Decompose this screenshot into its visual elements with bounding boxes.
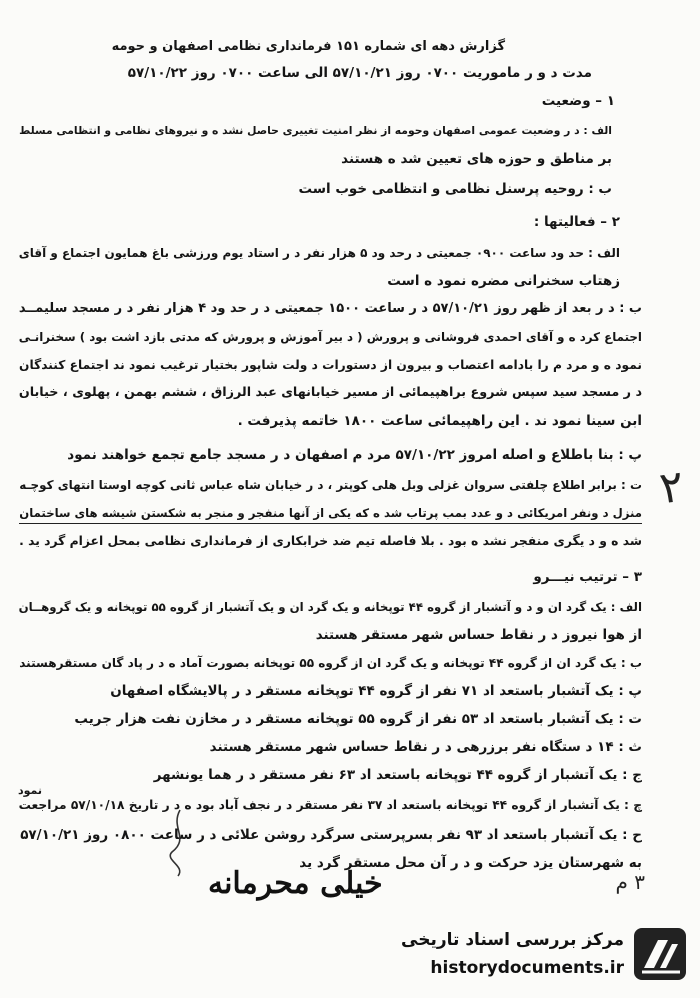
section-3-item-a-line-2: از هوا نیروز د ر نقاط حساس شهر مستقر هستند [315, 627, 642, 643]
section-2-item-b-line-5: ابن سینا نمود ند . این راهپیمائی ساعت ۱۸۰۰ خاتمه پذیرفت . [237, 413, 642, 429]
report-period: مدت د و ر ماموریت ۰۷۰۰ روز ۵۷/۱۰/۲۱ الی ساعت ۰۷۰۰ روز ۵۷/۱۰/۲۲ [127, 65, 592, 81]
section-2-item-c: پ : بنا باطلاع و اصله امروز ۵۷/۱۰/۲۲ مرد م اصفهان د ر مسجد جامع تجمع خواهند نمود [67, 447, 642, 463]
section-3-item-c: پ : یک آتشبار باستعد اد ۷۱ نفر از گروه ۴۴ توپخانه مستقر د ر پالایشگاه اصفهان [110, 683, 642, 699]
classification-stamp: خیلی محرمانه [208, 866, 383, 901]
section-3-item-g-note: نمود [18, 784, 43, 797]
section-2-item-a-line-2: زهتاب سخنرانی مضره نمود ه است [387, 273, 620, 289]
footer-brand [386, 926, 686, 986]
section-3-item-h-line-1: ح : یک آتشبار باستعد اد ۹۳ نفر بسرپرستی سرگرد روشن علائی د ر ساعت ۰۸۰۰ روز ۵۷/۱۰/۲۱ [20, 827, 642, 843]
section-3-item-f: ج : یک آتشبار از گروه ۴۴ توپخانه باستعد اد ۶۳ نفر مستقر د ر هما یونشهر [153, 767, 642, 783]
section-1-item-a-line-1: الف : د ر وضعیت عمومی اصفهان وحومه از نظر امنیت تغییری حاصل نشد ه و نیروهای نظامی و انتظامی مسلط [19, 124, 612, 137]
section-1-heading: ۱ – وضعیت [541, 93, 615, 109]
footer-url[interactable]: historydocuments.ir [430, 958, 624, 978]
section-3-item-a-line-1: الف : یک گرد ان و د و آتشبار از گروه ۴۴ توپخانه و یک گرد ان و یک آتشبار از گروه ۵۵ توپخانه و یک گروهــان [18, 600, 642, 614]
section-3-item-g: چ : یک آتشبار از گروه ۴۴ توپخانه باستعد اد ۳۷ نفر مستقر د ر نجف آباد بود ه د ر تاریخ ۵۷/۱۰/۱۸ مراجعت [18, 798, 642, 812]
report-title: گزارش دهه ای شماره ۱۵۱ فرمانداری نظامی اصفهان و حومه [111, 39, 505, 54]
section-1-item-a-line-2: بر مناطق و حوزه های تعیین شد ه هستند [341, 151, 612, 167]
section-3-item-b: ب : یک گرد ان از گروه ۴۴ توپخانه و یک گرد ان از گروه ۵۵ توپخانه بصورت آماد ه د ر پاد گان مستقرهستند [19, 656, 642, 670]
section-3-item-d: ت : یک آتشبار باستعد اد ۵۳ نفر از گروه ۵۵ توپخانه مستقر د ر مخازن نفت هزار جریب [74, 711, 642, 727]
section-2-item-d-line-3: شد ه و د یگری منفجر نشد ه بود . بلا فاصله تیم ضد خرابکاری از فرمانداری نظامی بمحل اعزام گرد ید . [19, 534, 642, 548]
section-2-heading: ۲ – فعالیتها : [533, 214, 620, 230]
handwritten-note: ۳ م [615, 870, 645, 894]
section-2-item-b-line-1: ب : د ر بعد از ظهر روز ۵۷/۱۰/۲۱ د ر ساعت ۱۵۰۰ جمعیتی د ر حد ود ۴ هزار نفر د ر مسجد سلیمــد [18, 301, 642, 316]
handwritten-scribble-icon [160, 808, 200, 878]
section-2-item-b-line-4: د ر مسجد سید سپس شروع براهپیمائی از مسیر خیابانهای عبد الرزاق ، ششم بهمن ، پهلوی ، خیابان [18, 385, 642, 400]
section-1-item-b: ب : روحیه پرسنل نظامی و انتظامی خوب است [298, 181, 612, 197]
section-2-item-b-line-2: اجتماع کرد ه و آقای احمدی فروشانی و پرورش ( د بیر آموزش و پرورش که مدتی بازد اشت بود ) سخنرانـی [18, 330, 642, 344]
section-2-item-d-line-2: منزل د ونفر امریکائی د و عدد بمب پرتاب شد ه که یکی از آنها منفجر و منجر به شکستن شیشه های ساختمان [19, 504, 642, 524]
history-documents-logo-icon [634, 928, 686, 980]
section-3-item-h-line-2: به شهرستان یزد حرکت و د ر آن محل مستقر گرد ید [299, 855, 642, 871]
margin-number: ۲ [656, 460, 688, 515]
section-2-item-d-line-1: ت : برابر اطلاع چلفتی سروان غزلی وبل هلی کوپتر ، د ر خیابان شاه عباس ثانی کوچه اوستا انتهای کوچـه [19, 478, 642, 492]
section-3-heading: ۳ – ترتیب نیـــرو [533, 569, 642, 585]
section-2-item-a-line-1: الف : حد ود ساعت ۰۹۰۰ جمعیتی د رحد ود ۵ هزار نفر د ر استاد یوم ورزشی باغ همایون اجتماع و آقای [18, 246, 620, 260]
footer-org-name: مرکز بررسی اسناد تاریخی [401, 930, 624, 950]
section-3-item-e: ث : ۱۴ د ستگاه نفر برزرهی د ر نقاط حساس شهر مستقر هستند [209, 739, 642, 755]
section-2-item-b-line-3: نمود ه و مرد م را بادامه اعتصاب و بیرون از دستورات د ولت شاپور بختیار ترغیب نمود ند اجتماع کنندگان [19, 358, 642, 372]
